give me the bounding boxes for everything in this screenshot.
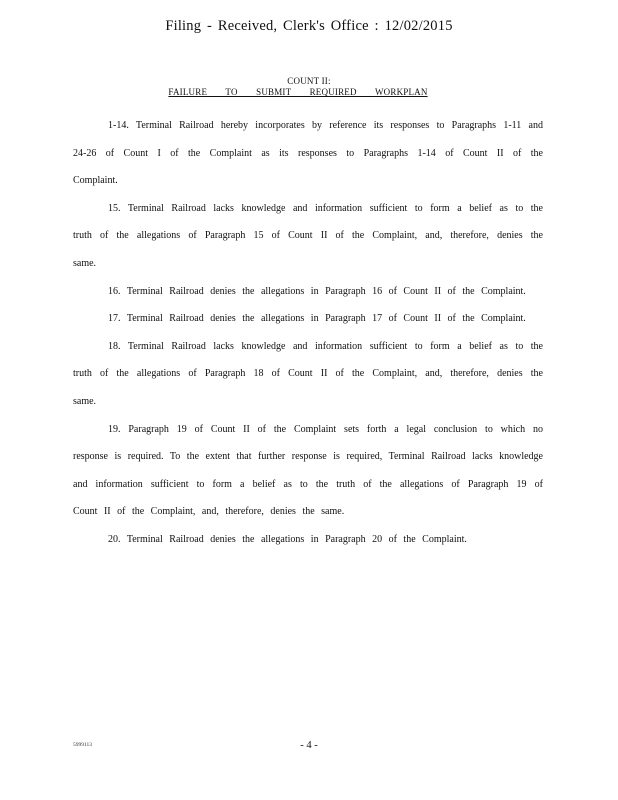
paragraph-19: 19. Paragraph 19 of Count II of the Complaint sets forth a legal conclusion to which no response is required. To the extent that further response is required, Terminal Railroad lacks knowledge and information sufficient to form a belief as to the truth of the allegations of Paragraph 19 of Count II of the Complaint, and, therefore, denies the same. <box>73 423 543 518</box>
filing-stamp-header: Filing - Received, Clerk's Office : 12/02/2015 <box>165 18 453 34</box>
paragraph-15: 15. Terminal Railroad lacks knowledge and information sufficient to form a belief as to the truth of the allegations of Paragraph 15 of Count II of the Complaint, and, therefore, denies the same. <box>73 202 543 269</box>
paragraph-18: 18. Terminal Railroad lacks knowledge and information sufficient to form a belief as to the truth of the allegations of Paragraph 18 of Count II of the Complaint, and, therefore, denies the same. <box>73 340 543 407</box>
section-heading-subtitle: FAILURE TO SUBMIT REQUIRED WORKPLAN <box>168 87 428 97</box>
paragraph-1-14: 1-14. Terminal Railroad hereby incorporates by reference its responses to Paragraphs 1-11 and 24-26 of Count I of the Complaint as its responses to Paragraphs 1-14 of Count II of the Complaint. <box>73 120 543 187</box>
section-heading-count: COUNT II: <box>287 76 331 86</box>
document-id: 5999113 <box>73 742 93 748</box>
section-heading <box>0 76 618 98</box>
paragraph-20: 20. Terminal Railroad denies the allegations in Paragraph 20 of the Complaint. <box>108 533 467 545</box>
page-number: - 4 - <box>300 740 318 751</box>
paragraph-16: 16. Terminal Railroad denies the allegations in Paragraph 16 of Count II of the Complaint. <box>108 285 526 297</box>
document-body <box>73 112 543 554</box>
paragraph-17: 17. Terminal Railroad denies the allegations in Paragraph 17 of Count II of the Complaint. <box>108 313 526 325</box>
